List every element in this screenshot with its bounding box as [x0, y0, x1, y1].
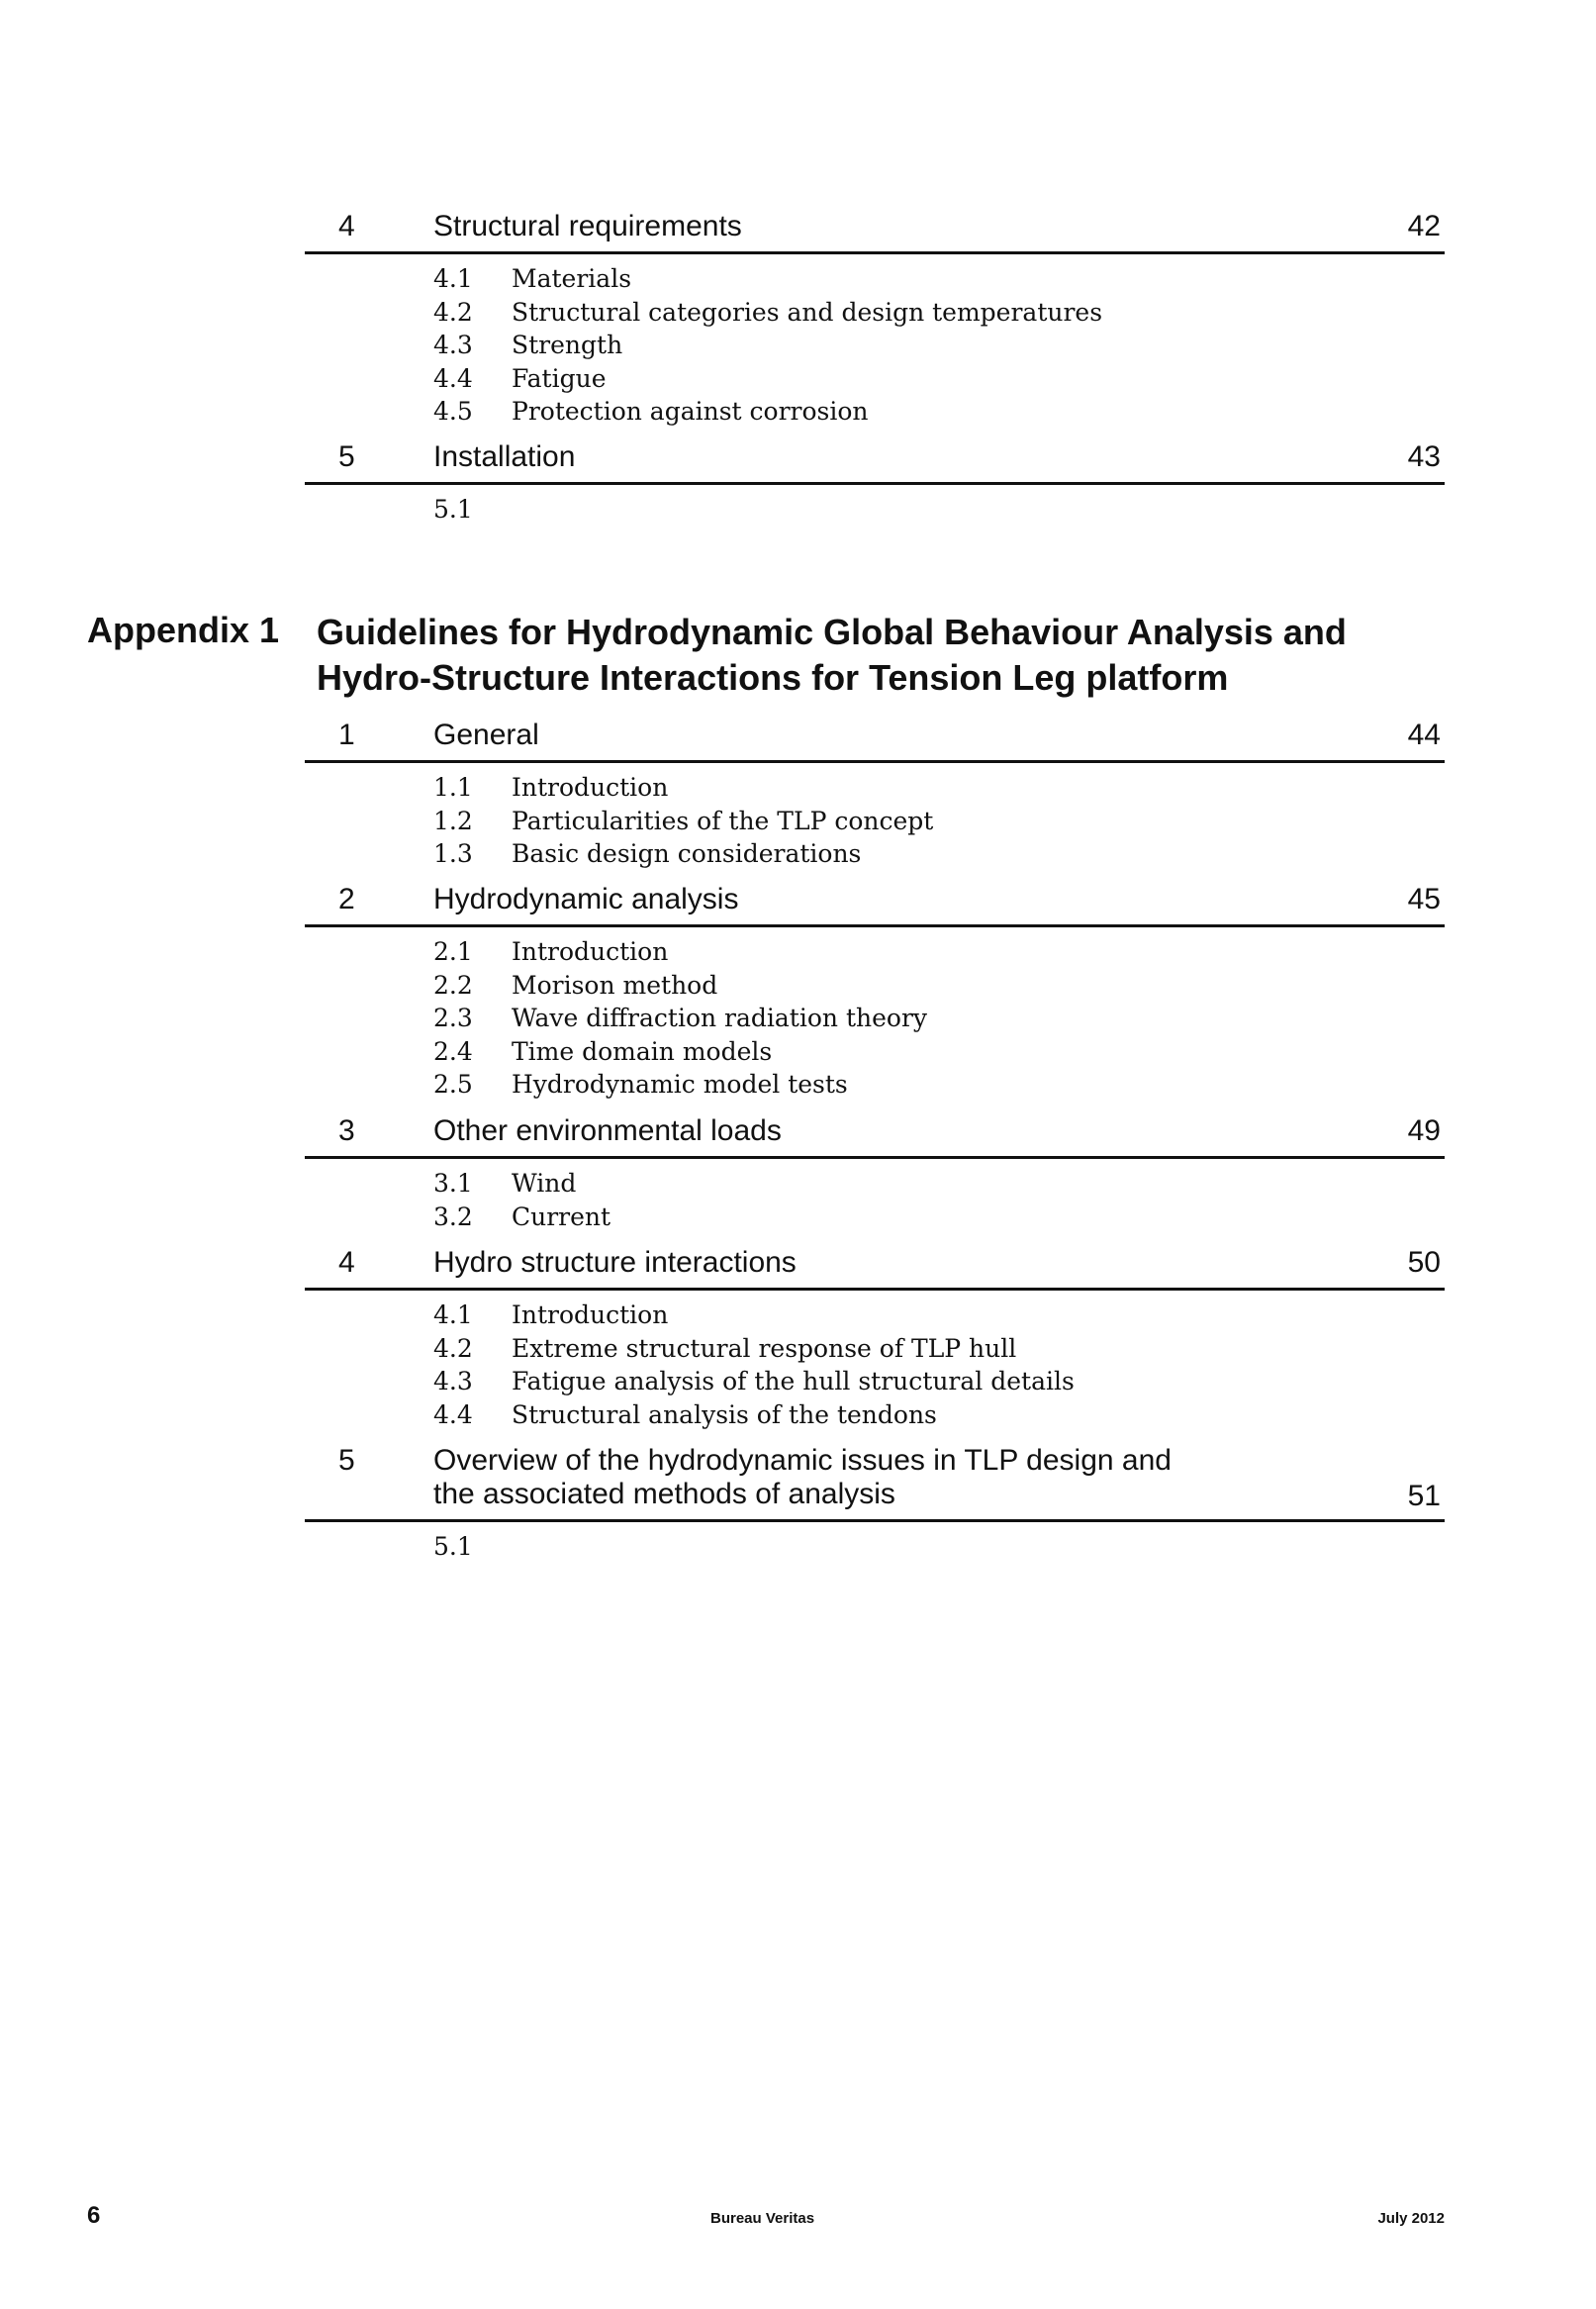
subsection-number: 1.2: [433, 806, 473, 835]
subsection-number: 4.2: [433, 1333, 473, 1363]
subsection-title: Introduction: [512, 937, 669, 966]
footer-date: July 2012: [1377, 2210, 1445, 2227]
subsection-item: [305, 805, 1445, 838]
section-title: General: [433, 719, 539, 751]
section-title: [433, 1444, 1172, 1511]
subsection-list: [305, 935, 1445, 1102]
subsection-item: [305, 1332, 1445, 1366]
section-page-number: 44: [1407, 719, 1441, 751]
section-number: 4: [338, 210, 355, 242]
subsection-item: [305, 1068, 1445, 1102]
toc-section: [305, 1442, 1445, 1564]
subsection-list: [305, 1167, 1445, 1233]
subsection-item: [305, 1530, 1445, 1564]
section-page-number: 51: [1407, 1480, 1441, 1512]
section-heading: [305, 717, 1445, 763]
subsection-item: [305, 1167, 1445, 1201]
section-title: Hydrodynamic analysis: [433, 883, 739, 915]
section-heading: [305, 438, 1445, 485]
section-page-number: 43: [1407, 440, 1441, 473]
section-heading: [305, 881, 1445, 927]
section-title: Structural requirements: [433, 210, 742, 242]
subsection-item: [305, 1035, 1445, 1069]
subsection-number: 4.3: [433, 1367, 473, 1396]
section-title-line: Overview of the hydrodynamic issues in TLP design and: [433, 1444, 1172, 1477]
section-heading: [305, 1244, 1445, 1291]
toc-section: [305, 717, 1445, 871]
subsection-number: 4.2: [433, 297, 473, 327]
subsection-item: [305, 1201, 1445, 1234]
subsection-number: 4.3: [433, 331, 473, 360]
subsection-item: [305, 262, 1445, 296]
toc-section: [305, 438, 1445, 527]
subsection-item: [305, 296, 1445, 330]
section-page-number: 42: [1407, 210, 1441, 242]
subsection-title: Wind: [512, 1169, 577, 1198]
toc-section: [305, 1244, 1445, 1431]
subsection-item: [305, 395, 1445, 429]
section-title: Hydro structure interactions: [433, 1246, 797, 1279]
subsection-list: [305, 771, 1445, 871]
section-number: 1: [338, 719, 355, 751]
subsection-title: Current: [512, 1202, 611, 1231]
subsection-list: [305, 1530, 1445, 1564]
subsection-number: 3.1: [433, 1169, 473, 1198]
subsection-list: [305, 493, 1445, 527]
subsection-title: Time domain models: [512, 1036, 773, 1066]
section-number: 4: [338, 1246, 355, 1279]
subsection-number: 5.1: [433, 495, 473, 524]
toc-section: [305, 1112, 1445, 1233]
subsection-number: 4.4: [433, 1399, 473, 1429]
section-title: Installation: [433, 440, 576, 473]
subsection-item: [305, 1365, 1445, 1398]
subsection-item: [305, 935, 1445, 969]
section-heading: [305, 208, 1445, 254]
subsection-item: [305, 771, 1445, 805]
subsection-item: [305, 1398, 1445, 1432]
subsection-title: Structural analysis of the tendons: [512, 1399, 937, 1429]
subsection-number: 1.3: [433, 839, 473, 869]
subsection-title: Fatigue: [512, 363, 607, 393]
subsection-item: [305, 1002, 1445, 1035]
subsection-item: [305, 493, 1445, 527]
subsection-title: Structural categories and design temperatures: [512, 297, 1103, 327]
section-heading: [305, 1442, 1445, 1522]
subsection-number: 4.4: [433, 363, 473, 393]
subsection-list: [305, 1299, 1445, 1431]
section-number: 5: [338, 440, 355, 473]
section-title: Other environmental loads: [433, 1114, 782, 1147]
subsection-item: [305, 969, 1445, 1003]
footer-page-number: 6: [87, 2202, 101, 2229]
subsection-number: 2.3: [433, 1004, 473, 1033]
subsection-number: 2.4: [433, 1036, 473, 1066]
subsection-number: 4.1: [433, 1300, 473, 1329]
section-title-line: the associated methods of analysis: [433, 1478, 895, 1510]
subsection-title: Wave diffraction radiation theory: [512, 1004, 928, 1033]
subsection-title: Morison method: [512, 970, 718, 1000]
subsection-title: Protection against corrosion: [512, 397, 869, 427]
subsection-number: 4.5: [433, 397, 473, 427]
subsection-item: [305, 1299, 1445, 1332]
toc-section: [305, 881, 1445, 1102]
section-number: 2: [338, 883, 355, 915]
section-page-number: 49: [1407, 1114, 1441, 1147]
appendix-title-line: Guidelines for Hydrodynamic Global Behaviour Analysis and: [317, 612, 1347, 652]
subsection-number: 2.1: [433, 937, 473, 966]
subsection-list: [305, 262, 1445, 429]
appendix-title: [317, 610, 1455, 701]
subsection-number: 4.1: [433, 264, 473, 293]
subsection-title: Fatigue analysis of the hull structural details: [512, 1367, 1075, 1396]
subsection-item: [305, 837, 1445, 871]
subsection-title: Hydrodynamic model tests: [512, 1070, 848, 1100]
subsection-number: 1.1: [433, 773, 473, 802]
subsection-title: Particularities of the TLP concept: [512, 806, 934, 835]
subsection-number: 3.2: [433, 1202, 473, 1231]
subsection-number: 2.5: [433, 1070, 473, 1100]
subsection-item: [305, 329, 1445, 362]
toc-section: [305, 208, 1445, 429]
appendix-title-line: Hydro-Structure Interactions for Tension Leg platform: [317, 657, 1229, 698]
subsection-title: Extreme structural response of TLP hull: [512, 1333, 1017, 1363]
subsection-title: Basic design considerations: [512, 839, 862, 869]
section-page-number: 50: [1407, 1246, 1441, 1279]
subsection-title: Introduction: [512, 1300, 669, 1329]
subsection-number: 2.2: [433, 970, 473, 1000]
section-number: 5: [338, 1444, 355, 1477]
subsection-title: Materials: [512, 264, 632, 293]
section-number: 3: [338, 1114, 355, 1147]
appendix-label: Appendix 1: [87, 610, 280, 650]
subsection-item: [305, 362, 1445, 396]
footer-publisher: Bureau Veritas: [710, 2210, 815, 2227]
subsection-title: Introduction: [512, 773, 669, 802]
subsection-number: 5.1: [433, 1532, 473, 1561]
subsection-title: Strength: [512, 331, 623, 360]
section-heading: [305, 1112, 1445, 1159]
section-page-number: 45: [1407, 883, 1441, 915]
